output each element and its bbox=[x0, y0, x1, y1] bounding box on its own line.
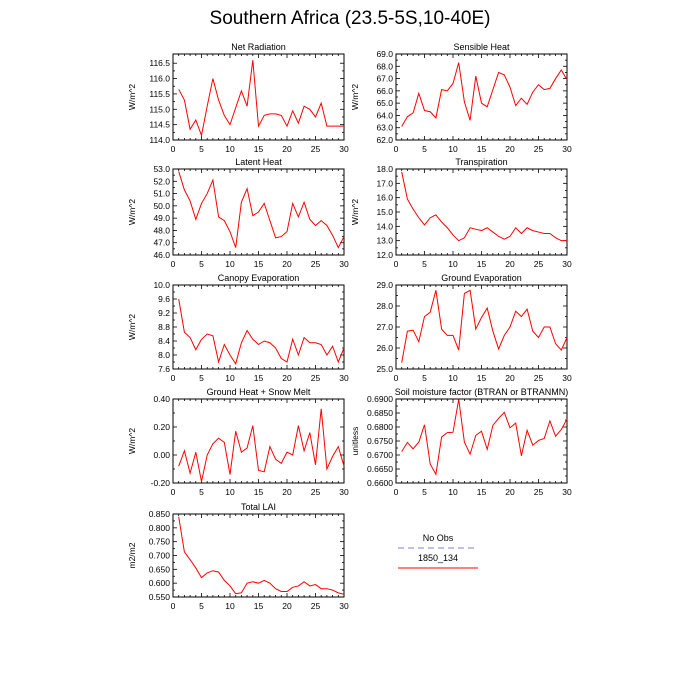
panel-2 bbox=[127, 157, 349, 269]
y-tick-label: 0.650 bbox=[148, 564, 170, 575]
x-tick-label: 25 bbox=[310, 601, 321, 611]
x-tick-label: 30 bbox=[339, 601, 349, 611]
panel-1 bbox=[350, 42, 572, 154]
y-tick-label: 18.0 bbox=[376, 164, 393, 174]
y-tick-label: 0.6800 bbox=[367, 422, 393, 432]
legend-label: No Obs bbox=[422, 533, 454, 543]
y-tick-label: 48.0 bbox=[153, 225, 170, 236]
panel-4 bbox=[127, 273, 349, 383]
y-tick-label: 25.0 bbox=[376, 364, 393, 374]
x-tick-label: 5 bbox=[422, 487, 427, 497]
y-tick-label: 15.0 bbox=[376, 207, 393, 217]
panel-title: Total LAI bbox=[240, 502, 277, 512]
x-tick-label: 20 bbox=[505, 487, 515, 497]
series-line bbox=[402, 63, 567, 127]
panel-title: Canopy Evaporation bbox=[217, 273, 300, 283]
panel-title: Transpiration bbox=[455, 157, 508, 167]
x-tick-label: 5 bbox=[199, 487, 204, 497]
x-tick-label: 10 bbox=[225, 373, 235, 383]
legend-label: 1850_134 bbox=[417, 553, 459, 563]
y-tick-label: 49.0 bbox=[153, 213, 170, 224]
y-tick-label: 0.800 bbox=[148, 522, 170, 533]
x-tick-label: 10 bbox=[225, 259, 235, 269]
x-tick-label: 30 bbox=[339, 487, 349, 497]
x-tick-label: 30 bbox=[339, 259, 349, 269]
series-line bbox=[402, 290, 567, 362]
series-line bbox=[402, 172, 567, 241]
x-tick-label: 20 bbox=[282, 144, 292, 154]
x-tick-label: 25 bbox=[533, 144, 544, 154]
panel-title: Latent Heat bbox=[235, 157, 282, 167]
x-tick-label: 0 bbox=[170, 259, 176, 269]
x-tick-label: 10 bbox=[225, 487, 235, 497]
x-tick-label: 5 bbox=[199, 259, 204, 269]
series-line bbox=[179, 517, 344, 594]
x-tick-label: 10 bbox=[448, 259, 458, 269]
x-tick-label: 5 bbox=[199, 144, 204, 154]
y-tick-label: -0.20 bbox=[150, 478, 170, 488]
x-tick-label: 25 bbox=[533, 373, 544, 383]
y-tick-label: 114.5 bbox=[149, 119, 170, 130]
x-tick-label: 10 bbox=[225, 144, 235, 154]
panel-frame bbox=[396, 169, 567, 255]
x-tick-label: 15 bbox=[253, 601, 264, 611]
panel-title: Sensible Heat bbox=[453, 42, 510, 52]
series-line bbox=[179, 171, 344, 247]
panel-title: Ground Evaporation bbox=[441, 273, 522, 283]
x-tick-label: 5 bbox=[422, 259, 427, 269]
x-tick-label: 0 bbox=[170, 601, 176, 611]
y-tick-label: 28.0 bbox=[376, 301, 393, 311]
x-tick-label: 15 bbox=[476, 373, 487, 383]
y-tick-label: 52.0 bbox=[153, 176, 170, 187]
y-tick-label: 29.0 bbox=[376, 280, 393, 290]
series-line bbox=[179, 409, 344, 482]
y-axis-label: W/m^2 bbox=[127, 83, 137, 111]
x-tick-label: 20 bbox=[505, 259, 515, 269]
x-tick-label: 30 bbox=[562, 487, 572, 497]
y-axis-label: W/m^2 bbox=[127, 313, 137, 341]
x-tick-label: 20 bbox=[282, 259, 292, 269]
x-tick-label: 25 bbox=[310, 259, 321, 269]
x-tick-label: 30 bbox=[562, 259, 572, 269]
panel-8 bbox=[127, 502, 349, 611]
y-tick-label: 64.0 bbox=[376, 110, 393, 121]
y-axis-label: W/m^2 bbox=[127, 427, 137, 455]
x-tick-label: 0 bbox=[170, 144, 176, 154]
series-line bbox=[179, 60, 344, 135]
y-tick-label: 0.20 bbox=[153, 422, 170, 432]
x-tick-label: 15 bbox=[253, 259, 264, 269]
x-tick-label: 15 bbox=[476, 487, 487, 497]
y-tick-label: 0.600 bbox=[148, 578, 170, 589]
x-tick-label: 20 bbox=[282, 487, 292, 497]
y-tick-label: 46.0 bbox=[153, 250, 170, 260]
y-tick-label: 69.0 bbox=[376, 49, 393, 59]
x-tick-label: 30 bbox=[562, 373, 572, 383]
y-tick-label: 0.750 bbox=[148, 536, 170, 547]
x-tick-label: 0 bbox=[393, 144, 399, 154]
page-title: Southern Africa (23.5-5S,10-40E) bbox=[209, 8, 491, 29]
panel-0 bbox=[127, 42, 349, 154]
y-tick-label: 114.0 bbox=[149, 135, 170, 145]
panel-3 bbox=[350, 157, 572, 269]
x-tick-label: 10 bbox=[448, 487, 458, 497]
panel-frame bbox=[396, 54, 567, 140]
y-tick-label: 63.0 bbox=[376, 122, 393, 133]
y-tick-label: 14.0 bbox=[376, 221, 393, 232]
x-tick-label: 25 bbox=[533, 487, 544, 497]
y-tick-label: 13.0 bbox=[376, 235, 393, 246]
x-tick-label: 15 bbox=[253, 373, 264, 383]
y-tick-label: 17.0 bbox=[376, 178, 393, 189]
panel-7 bbox=[350, 387, 572, 497]
y-tick-label: 0.6700 bbox=[367, 450, 393, 460]
x-tick-label: 0 bbox=[393, 373, 399, 383]
y-tick-label: 7.6 bbox=[158, 364, 170, 374]
y-tick-label: 0.700 bbox=[148, 550, 170, 561]
x-tick-label: 15 bbox=[476, 259, 487, 269]
x-tick-label: 5 bbox=[422, 144, 427, 154]
panel-5 bbox=[376, 273, 572, 383]
x-tick-label: 15 bbox=[253, 487, 264, 497]
x-tick-label: 20 bbox=[505, 144, 515, 154]
x-tick-label: 30 bbox=[339, 373, 349, 383]
y-tick-label: 0.550 bbox=[148, 592, 170, 602]
panel-title: Ground Heat + Snow Melt bbox=[206, 387, 311, 397]
y-axis-label: W/m^2 bbox=[350, 198, 360, 226]
series-line bbox=[402, 399, 567, 474]
x-tick-label: 20 bbox=[282, 373, 292, 383]
x-tick-label: 5 bbox=[199, 373, 204, 383]
y-axis-label: W/m^2 bbox=[127, 198, 137, 226]
panel-title: Net Radiation bbox=[231, 42, 286, 52]
y-tick-label: 26.0 bbox=[376, 343, 393, 353]
y-tick-label: 62.0 bbox=[376, 135, 393, 145]
y-tick-label: 115.0 bbox=[149, 104, 170, 115]
x-tick-label: 25 bbox=[310, 373, 321, 383]
y-axis-label: m2/m2 bbox=[127, 542, 137, 569]
y-tick-label: 68.0 bbox=[376, 61, 393, 72]
y-tick-label: 12.0 bbox=[376, 250, 393, 260]
y-axis-label: W/m^2 bbox=[350, 83, 360, 111]
x-tick-label: 0 bbox=[170, 373, 176, 383]
panel-frame bbox=[173, 514, 344, 597]
y-tick-label: 9.6 bbox=[158, 294, 170, 304]
x-tick-label: 10 bbox=[448, 144, 458, 154]
series-line bbox=[179, 299, 344, 364]
y-tick-label: 65.0 bbox=[376, 98, 393, 109]
x-tick-label: 10 bbox=[448, 373, 458, 383]
y-tick-label: 0.40 bbox=[153, 394, 170, 404]
y-tick-label: 0.00 bbox=[153, 450, 170, 460]
y-tick-label: 8.4 bbox=[158, 336, 170, 346]
y-tick-label: 0.6600 bbox=[367, 478, 393, 488]
x-tick-label: 20 bbox=[505, 373, 515, 383]
y-tick-label: 50.0 bbox=[153, 200, 170, 211]
y-tick-label: 116.5 bbox=[149, 58, 170, 69]
y-tick-label: 51.0 bbox=[153, 188, 170, 199]
panel-title: Soil moisture factor (BTRAN or BTRANMN) bbox=[394, 387, 569, 397]
panel-6 bbox=[127, 387, 349, 497]
y-tick-label: 0.850 bbox=[148, 509, 170, 519]
x-tick-label: 0 bbox=[393, 259, 399, 269]
x-tick-label: 20 bbox=[282, 601, 292, 611]
y-axis-label: unitless bbox=[350, 426, 360, 456]
x-tick-label: 25 bbox=[310, 144, 321, 154]
x-tick-label: 10 bbox=[225, 601, 235, 611]
y-tick-label: 66.0 bbox=[376, 85, 393, 96]
y-tick-label: 0.6650 bbox=[367, 464, 393, 474]
x-tick-label: 0 bbox=[393, 487, 399, 497]
y-tick-label: 115.5 bbox=[149, 88, 170, 99]
panel-frame bbox=[173, 285, 344, 369]
y-tick-label: 47.0 bbox=[153, 237, 170, 248]
x-tick-label: 25 bbox=[533, 259, 544, 269]
y-tick-label: 27.0 bbox=[376, 322, 393, 332]
x-tick-label: 30 bbox=[562, 144, 572, 154]
x-tick-label: 5 bbox=[199, 601, 204, 611]
x-tick-label: 15 bbox=[253, 144, 264, 154]
y-tick-label: 8.0 bbox=[158, 350, 170, 360]
y-tick-label: 9.2 bbox=[158, 308, 170, 318]
x-tick-label: 0 bbox=[170, 487, 176, 497]
panel-frame bbox=[396, 399, 567, 483]
x-tick-label: 5 bbox=[422, 373, 427, 383]
y-tick-label: 16.0 bbox=[376, 192, 393, 203]
y-tick-label: 0.6750 bbox=[367, 436, 393, 446]
x-tick-label: 30 bbox=[339, 144, 349, 154]
y-tick-label: 53.0 bbox=[153, 164, 170, 174]
y-tick-label: 10.0 bbox=[153, 280, 170, 290]
y-tick-label: 0.6900 bbox=[367, 394, 393, 404]
y-tick-label: 8.8 bbox=[158, 322, 170, 332]
y-tick-label: 67.0 bbox=[376, 73, 393, 84]
y-tick-label: 0.6850 bbox=[367, 408, 393, 418]
y-tick-label: 116.0 bbox=[149, 73, 170, 84]
x-tick-label: 15 bbox=[476, 144, 487, 154]
x-tick-label: 25 bbox=[310, 487, 321, 497]
legend bbox=[398, 533, 478, 568]
